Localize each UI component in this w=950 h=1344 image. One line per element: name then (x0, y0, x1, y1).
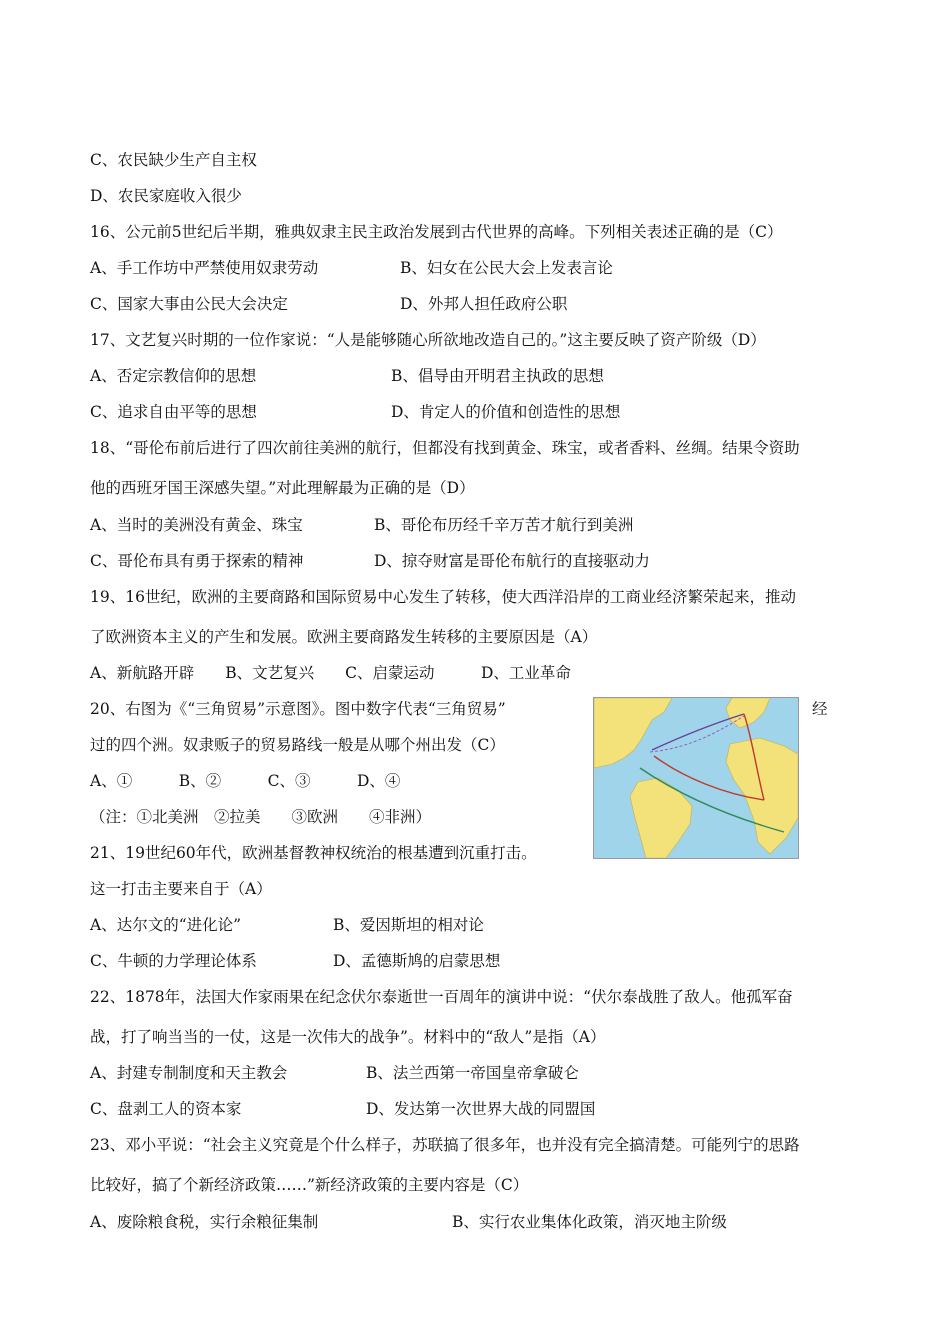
q19-stem-2: 了欧洲资本主义的产生和发展。欧洲主要商路发生转移的主要原因是（A） (90, 628, 598, 646)
q15-option-d: D、农民家庭收入很少 (90, 187, 242, 205)
q23-option-a: A、废除粮食税，实行余粮征集制 (90, 1213, 319, 1231)
q16-option-c: C、国家大事由公民大会决定 (90, 295, 288, 313)
q23-stem-1: 23、邓小平说：“社会主义究竟是个什么样子，苏联搞了很多年，也并没有完全搞清楚。可能列宁的思路 (90, 1136, 800, 1154)
q21-option-d: D、孟德斯鸠的启蒙思想 (333, 952, 501, 970)
q17-option-a: A、否定宗教信仰的思想 (90, 367, 257, 385)
q21-option-b: B、爱因斯坦的相对论 (333, 916, 484, 934)
q22-stem-2: 战，打了响当当的一仗，这是一次伟大的战争”。材料中的“敌人”是指（A） (90, 1028, 606, 1046)
q20-note: （注：①北美洲 ②拉美 ③欧洲 ④非洲） (90, 808, 432, 826)
triangle-trade-map-drawing (594, 698, 798, 858)
q17-option-b: B、倡导由开明君主执政的思想 (391, 367, 604, 385)
q16-option-b: B、妇女在公民大会上发表言论 (400, 259, 613, 277)
q22-option-b: B、法兰西第一帝国皇帝拿破仑 (366, 1064, 579, 1082)
q19-stem-1: 19、16世纪，欧洲的主要商路和国际贸易中心发生了转移，使大西洋沿岸的工商业经济繁荣起来，推动 (90, 588, 796, 606)
q18-option-a: A、当时的美洲没有黄金、珠宝 (90, 516, 303, 534)
q23-option-b: B、实行农业集体化政策，消灭地主阶级 (452, 1213, 727, 1231)
q20-stem-2: 过的四个洲。奴隶贩子的贸易路线一般是从哪个州出发（C） (90, 736, 505, 754)
q20-stem-tail: 经 (812, 700, 828, 718)
q19-options: A、新航路开辟 B、文艺复兴 C、启蒙运动 D、工业革命 (90, 664, 571, 682)
q22-option-d: D、发达第一次世界大战的同盟国 (366, 1100, 596, 1118)
q18-stem-1: 18、“哥伦布前后进行了四次前往美洲的航行，但都没有找到黄金、珠宝，或者香料、丝绸。结果令资助 (90, 439, 800, 457)
triangle-trade-map (593, 697, 799, 859)
q16-option-d: D、外邦人担任政府公职 (400, 295, 568, 313)
q23-stem-2: 比较好，搞了个新经济政策……”新经济政策的主要内容是（C） (90, 1176, 529, 1194)
q16-option-a: A、手工作坊中严禁使用奴隶劳动 (90, 259, 319, 277)
q20-stem-1: 20、右图为《“三角贸易”示意图》。图中数字代表“三角贸易” (90, 700, 506, 718)
q21-option-a: A、达尔文的“进化论” (90, 916, 242, 934)
q17-stem: 17、文艺复兴时期的一位作家说：“人是能够随心所欲地改造自己的。”这主要反映了资产阶级（D） (90, 331, 766, 349)
q21-option-c: C、牛顿的力学理论体系 (90, 952, 257, 970)
q20-options: A、① B、② C、③ D、④ (90, 772, 401, 790)
q18-stem-2: 他的西班牙国王深感失望。”对此理解最为正确的是（D） (90, 479, 475, 497)
q22-option-c: C、盘剥工人的资本家 (90, 1100, 242, 1118)
q17-option-d: D、肯定人的价值和创造性的思想 (391, 403, 621, 421)
q21-stem-2: 这一打击主要来自于（A） (90, 880, 272, 898)
q16-stem: 16、公元前5世纪后半期，雅典奴隶主民主政治发展到古代世界的高峰。下列相关表述正确的是（C） (90, 223, 783, 241)
q22-stem-1: 22、1878年，法国大作家雨果在纪念伏尔泰逝世一百周年的演讲中说：“伏尔泰战胜了敌人。他孤军奋 (90, 988, 793, 1006)
q18-option-c: C、哥伦布具有勇于探索的精神 (90, 552, 304, 570)
q15-option-c: C、农民缺少生产自主权 (90, 151, 257, 169)
q21-stem-1: 21、19世纪60年代，欧洲基督教神权统治的根基遭到沉重打击。 (90, 844, 537, 862)
q18-option-d: D、掠夺财富是哥伦布航行的直接驱动力 (374, 552, 650, 570)
q22-option-a: A、封建专制制度和天主教会 (90, 1064, 288, 1082)
q18-option-b: B、哥伦布历经千辛万苦才航行到美洲 (374, 516, 634, 534)
q17-option-c: C、追求自由平等的思想 (90, 403, 257, 421)
